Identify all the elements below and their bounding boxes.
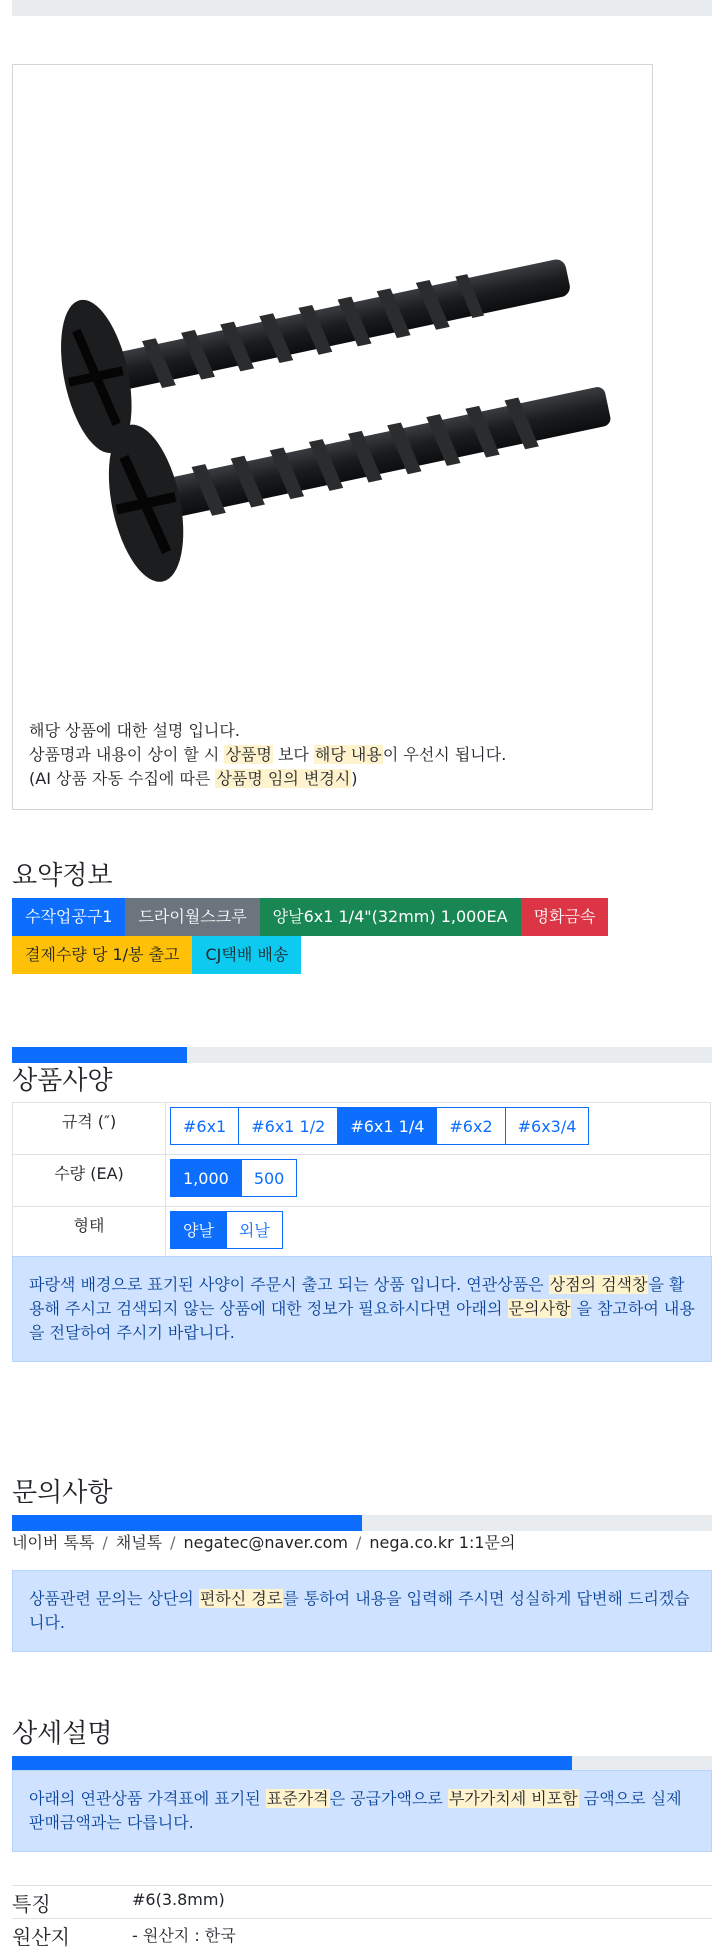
option-button[interactable]: #6x1 1/4 [337,1107,437,1145]
inquiry-notice [12,1570,712,1652]
desc-text: ) [351,769,358,788]
spec-table [12,1102,711,1259]
feature-key: 원산지 [12,1925,70,1949]
contact-breadcrumb [12,1530,515,1553]
inquiry-progress-fill [12,1515,362,1531]
option-button[interactable]: #6x2 [436,1107,505,1145]
notice-text: 파랑색 배경으로 표기된 사양이 주문시 출고 되는 상품 입니다. 연관상품은 [29,1275,549,1294]
feature-value: #6(3.8mm) [132,1890,225,1909]
highlight: 부가가치세 비포함 [448,1789,578,1808]
spec-label: 형태 [13,1207,166,1259]
option-button[interactable]: #6x1 [170,1107,239,1145]
spec-options [166,1103,711,1155]
notice-text: 를 통하여 내용을 입력해 주시면 성실하게 답변해 드리겠습니다. [29,1589,690,1632]
inquiry-title: 문의사항 [12,1478,113,1508]
option-button[interactable]: 500 [241,1159,298,1197]
spec-options [166,1207,711,1259]
feature-value: - 원산지 : 한국 [132,1926,236,1945]
desc-text: (AI 상품 자동 수집에 따른 [29,769,216,788]
detail-notice [12,1770,712,1852]
desc-line [29,767,506,791]
highlight: 상품명 [225,745,272,764]
spec-label: 규격 (″) [13,1103,166,1155]
summary-badge: 양날6x1 1/4"(32mm) 1,000EA [260,898,521,936]
notice-text: 금액으로 실제 판매금액과는 다릅니다. [29,1789,682,1832]
option-button[interactable]: 양날 [170,1211,227,1249]
summary-badges [12,898,712,974]
spec-row [13,1207,711,1259]
feature-row [12,1885,712,1920]
option-button[interactable]: 1,000 [170,1159,242,1197]
spec-progress [12,1047,712,1063]
spec-title: 상품사양 [12,1066,113,1096]
breadcrumb-separator: / [102,1533,108,1552]
summary-badge: 드라이월스크루 [125,898,259,936]
highlight: 문의사항 [508,1299,571,1318]
contact-link[interactable]: negatec@naver.com [183,1533,349,1552]
desc-line: 해당 상품에 대한 설명 입니다. [29,721,240,740]
option-group [170,1211,283,1249]
summary-badge: 명화금속 [521,898,609,936]
contact-link[interactable]: 네이버 톡톡 [12,1533,95,1552]
notice-text: 아래의 연관상품 가격표에 표기된 [29,1789,266,1808]
spec-notice [12,1256,712,1362]
top-progress-bar [12,0,712,16]
contact-link[interactable]: 채널톡 [115,1533,163,1552]
spec-row [13,1103,711,1155]
option-button[interactable]: #6x3/4 [505,1107,590,1145]
spec-row [13,1155,711,1207]
product-description [29,719,506,791]
highlight: 상점의 검색창 [549,1275,648,1294]
notice-text: 은 공급가액으로 [329,1789,448,1808]
detail-title: 상세설명 [12,1719,113,1749]
contact-link[interactable]: nega.co.kr 1:1문의 [369,1533,516,1552]
breadcrumb-separator: / [170,1533,176,1552]
desc-line [29,743,506,767]
desc-text: 보다 [272,745,314,764]
desc-text: 이 우선시 됩니다. [382,745,507,764]
notice-text: 상품관련 문의는 상단의 [29,1589,199,1608]
option-button[interactable]: 외날 [226,1211,283,1249]
summary-badge: CJ택배 배송 [192,936,301,974]
notice-text: 을 참고하여 내용을 전달하여 주시기 바랍니다. [29,1299,695,1342]
option-button[interactable]: #6x1 1/2 [238,1107,338,1145]
inquiry-progress [12,1515,712,1531]
highlight: 해당 내용 [314,745,382,764]
feature-row [12,1918,712,1953]
summary-badge: 수작업공구1 [12,898,125,936]
spec-options [166,1155,711,1207]
highlight: 표준가격 [266,1789,329,1808]
summary-badge: 결제수량 당 1/봉 출고 [12,936,192,974]
product-image [43,195,643,645]
option-group [170,1159,297,1197]
option-group [170,1107,589,1145]
product-card [12,64,653,810]
feature-key: 특징 [12,1892,51,1916]
notice-text: 을 활용해 주시고 검색되지 않는 상품에 대한 정보가 필요하시다면 아래의 [29,1275,685,1318]
breadcrumb-separator: / [356,1533,362,1552]
highlight: 편하신 경로 [199,1589,283,1608]
spec-label: 수량 (EA) [13,1155,166,1207]
desc-text: 상품명과 내용이 상이 할 시 [29,745,225,764]
summary-title: 요약정보 [12,861,113,891]
highlight: 상품명 임의 변경시 [216,769,351,788]
